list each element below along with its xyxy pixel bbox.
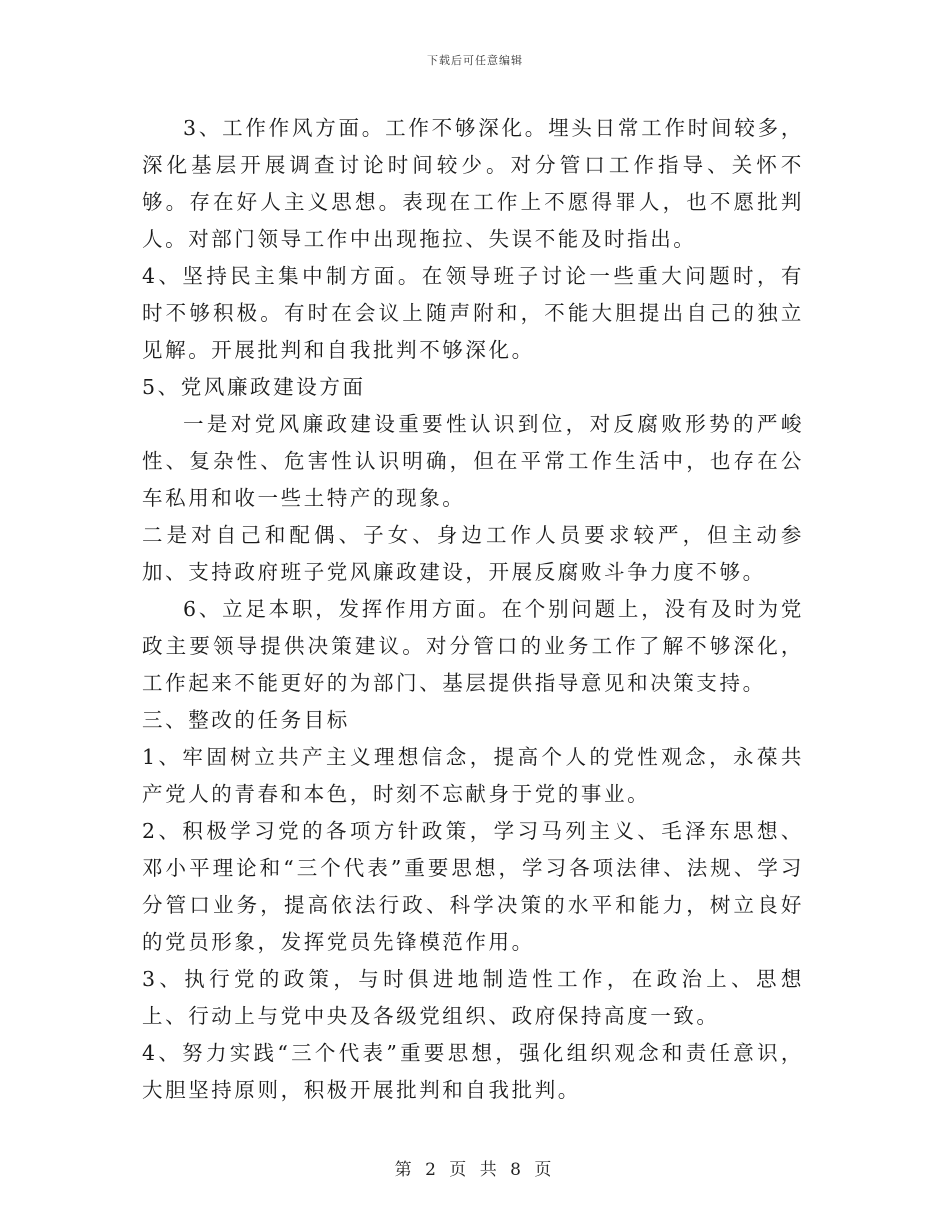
paragraph: 6、立足本职，发挥作用方面。在个别问题上，没有及时为党政主要领导提供决策建议。对分管口的业务工作了解不够深化，工作起来不能更好的为部门、基层提供指导意见和决策支持。 bbox=[142, 597, 804, 695]
paragraph: 1、牢固树立共产主义理想信念，提高个人的党性观念，永葆共产党人的青春和本色，时刻不忘献身于党的事业。 bbox=[142, 745, 804, 806]
section-heading: 5、党风廉政建设方面 bbox=[142, 375, 366, 399]
paragraph: 一是对党风廉政建设重要性认识到位，对反腐败形势的严峻性、复杂性、危害性认识明确，但在平常工作生活中，也存在公车私用和收一些土特产的现象。 bbox=[142, 412, 804, 510]
paragraph: 4、努力实践“三个代表”重要思想，强化组织观念和责任意识，大胆坚持原则，积极开展批判和自我批判。 bbox=[142, 1041, 804, 1102]
page-number: 第 2 页 共 8 页 bbox=[394, 1160, 556, 1180]
paragraph: 二是对自己和配偶、子女、身边工作人员要求较严，但主动参加、支持政府班子党风廉政建设，开展反腐败斗争力度不够。 bbox=[142, 523, 804, 584]
document-body bbox=[142, 110, 804, 1109]
paragraph: 4、坚持民主集中制方面。在领导班子讨论一些重大问题时，有时不够积极。有时在会议上随声附和，不能大胆提出自己的独立见解。开展批判和自我批判不够深化。 bbox=[142, 264, 804, 362]
page-header: 下载后可任意编辑 bbox=[427, 54, 523, 67]
paragraph: 3、工作作风方面。工作不够深化。埋头日常工作时间较多，深化基层开展调查讨论时间较少。对分管口工作指导、关怀不够。存在好人主义思想。表现在工作上不愿得罪人，也不愿批判人。对部门领导工作中出现拖拉、失误不能及时指出。 bbox=[142, 116, 804, 251]
paragraph: 3、执行党的政策，与时俱进地制造性工作，在政治上、思想上、行动上与党中央及各级党组织、政府保持高度一致。 bbox=[142, 967, 804, 1028]
section-heading: 三、整改的任务目标 bbox=[142, 708, 350, 732]
paragraph: 2、积极学习党的各项方针政策，学习马列主义、毛泽东思想、邓小平理论和“三个代表”重要思想，学习各项法律、法规、学习分管口业务，提高依法行政、科学决策的水平和能力，树立良好的党员形象，发挥党员先锋模范作用。 bbox=[142, 819, 804, 954]
